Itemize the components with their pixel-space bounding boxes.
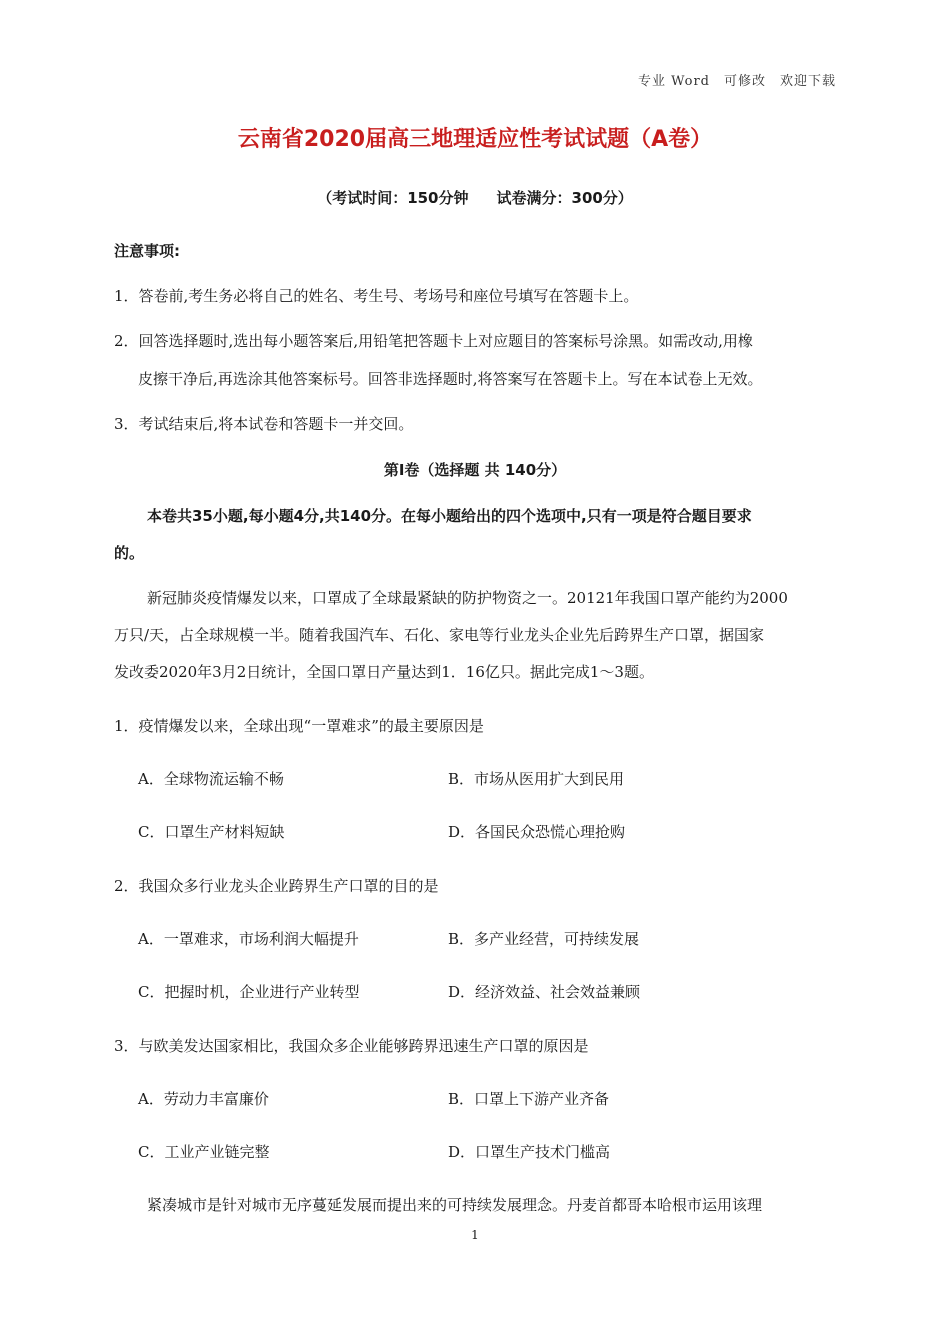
question-2-option-a: A．一罩难求，市场利润大幅提升 <box>138 930 359 948</box>
notice-item-1: 1．答卷前,考生务必将自己的姓名、考生号、考场号和座位号填写在答题卡上。 <box>114 287 639 305</box>
section-title: 第Ⅰ卷（选择题 共 140分） <box>383 461 567 479</box>
question-1-stem: 1．疫情爆发以来，全球出现“一罩难求”的最主要原因是 <box>114 717 484 735</box>
exam-info <box>0 187 950 208</box>
question-1-option-b: B．市场从医用扩大到民用 <box>448 770 625 788</box>
question-1-option-c: C．口罩生产材料短缺 <box>138 823 285 841</box>
exam-score: 试卷满分：300分） <box>496 189 633 207</box>
question-3-option-a: A．劳动力丰富廉价 <box>138 1090 269 1108</box>
section-instruction-cont: 的。 <box>114 544 145 562</box>
notice-item-2: 2．回答选择题时,选出每小题答案后,用铅笔把答题卡上对应题目的答案标号涂黑。如需改动,用橡 <box>114 332 753 350</box>
question-3-stem: 3．与欧美发达国家相比，我国众多企业能够跨界迅速生产口罩的原因是 <box>114 1037 589 1055</box>
notice-heading: 注意事项: <box>114 242 180 260</box>
section-instruction: 本卷共35小题,每小题4分,共140分。在每小题给出的四个选项中,只有一项是符合题目要求 <box>147 507 752 525</box>
question-1-option-d: D．各国民众恐慌心理抢购 <box>448 823 626 841</box>
question-2-option-b: B．多产业经营，可持续发展 <box>448 930 640 948</box>
passage-line-1: 新冠肺炎疫情爆发以来，口罩成了全球最紧缺的防护物资之一。20121年我国口罩产能约为2000 <box>147 589 788 607</box>
passage-line-2: 万只/天，占全球规模一半。随着我国汽车、石化、家电等行业龙头企业先后跨界生产口罩，据国家 <box>114 626 765 644</box>
question-2-stem: 2．我国众多行业龙头企业跨界生产口罩的目的是 <box>114 877 439 895</box>
question-3-option-b: B．口罩上下游产业齐备 <box>448 1090 610 1108</box>
question-1-option-a: A．全球物流运输不畅 <box>138 770 284 788</box>
page-number: 1 <box>471 1228 479 1242</box>
question-2-option-d: D．经济效益、社会效益兼顾 <box>448 983 641 1001</box>
question-3-option-d: D．口罩生产技术门槛高 <box>448 1143 611 1161</box>
page-header: 专业 Word 可修改 欢迎下载 <box>638 74 836 89</box>
notice-item-3: 3．考试结束后,将本试卷和答题卡一并交回。 <box>114 415 414 433</box>
passage-line-3: 发改委2020年3月2日统计，全国口罩日产量达到1．16亿只。据此完成1～3题。 <box>114 663 654 681</box>
question-3-option-c: C．工业产业链完整 <box>138 1143 270 1161</box>
question-2-option-c: C．把握时机，企业进行产业转型 <box>138 983 360 1001</box>
document-title: 云南省2020届高三地理适应性考试试题（A卷） <box>237 127 713 152</box>
exam-time: （考试时间：150分钟 <box>317 189 469 207</box>
next-passage-line: 紧凑城市是针对城市无序蔓延发展而提出来的可持续发展理念。丹麦首都哥本哈根市运用该理 <box>147 1196 763 1214</box>
notice-item-2-cont: 皮擦干净后,再选涂其他答案标号。回答非选择题时,将答案写在答题卡上。写在本试卷上无效。 <box>138 370 763 388</box>
